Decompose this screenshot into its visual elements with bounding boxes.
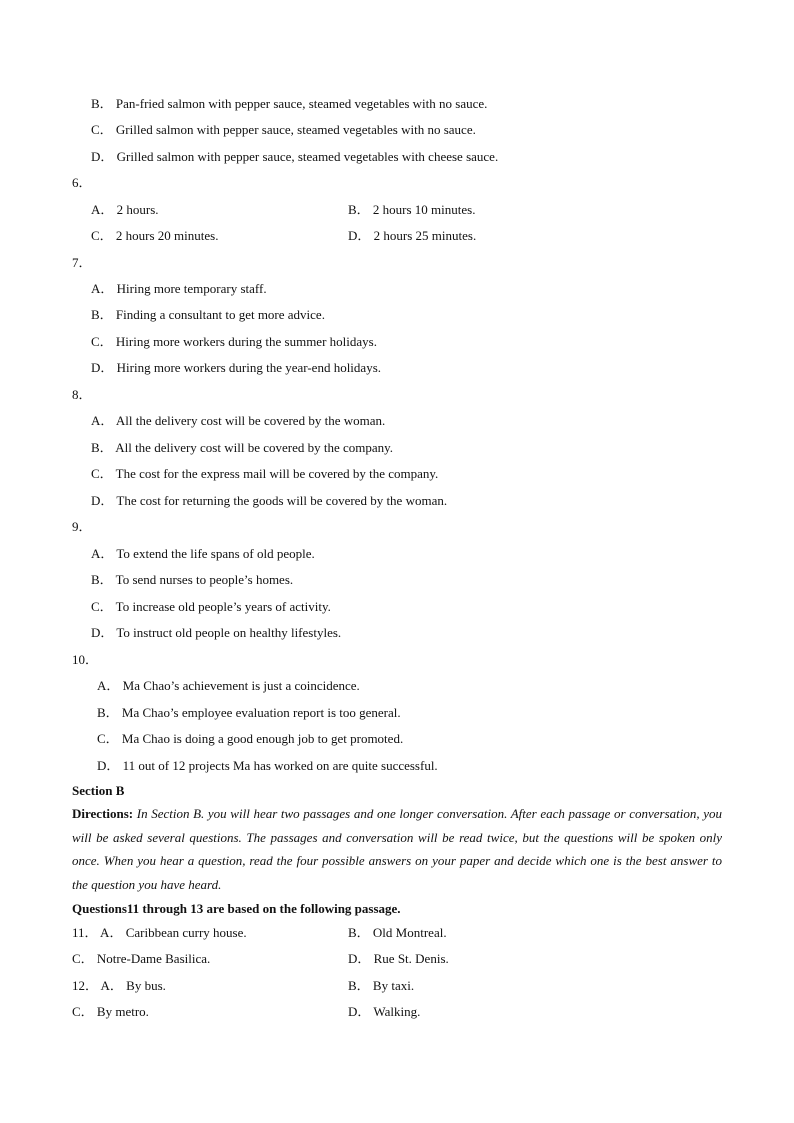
q8-option-a: A． All the delivery cost will be covered by the woman. (91, 413, 386, 428)
q7-number: 7． (72, 255, 92, 270)
q10-number: 10． (72, 652, 99, 667)
section-b-heading: Section B (72, 783, 125, 798)
q12-option-b: B． By taxi. (348, 978, 415, 993)
q8-option-c: C． The cost for the express mail will be covered by the company. (91, 466, 439, 481)
directions-label: Directions: (72, 806, 134, 821)
q11-option-c: C． Notre-Dame Basilica. (72, 951, 211, 966)
q5-option-b: B． Pan-fried salmon with pepper sauce, steamed vegetables with no sauce. (91, 96, 488, 111)
q6-option-b: B． 2 hours 10 minutes. (348, 202, 476, 217)
q11-option-d: D． Rue St. Denis. (348, 951, 449, 966)
q7-option-b: B． Finding a consultant to get more advice. (91, 307, 325, 322)
q5-option-c: C． Grilled salmon with pepper sauce, steamed vegetables with no sauce. (91, 122, 476, 137)
q9-option-c: C． To increase old people’s years of activity. (91, 599, 331, 614)
q10-option-c: C． Ma Chao is doing a good enough job to get promoted. (97, 731, 404, 746)
q8-option-d: D． The cost for returning the goods will be covered by the woman. (91, 493, 448, 508)
q10-option-b: B． Ma Chao’s employee evaluation report is too general. (97, 705, 401, 720)
q10-option-a: A． Ma Chao’s achievement is just a coincidence. (97, 678, 360, 693)
q8-option-b: B． All the delivery cost will be covered by the company. (91, 440, 394, 455)
q6-number: 6． (72, 175, 92, 190)
q12-option-c: C． By metro. (72, 1004, 149, 1019)
q9-option-a: A． To extend the life spans of old people. (91, 546, 315, 561)
q7-option-a: A． Hiring more temporary staff. (91, 281, 267, 296)
q9-number: 9． (72, 519, 92, 534)
directions-text: In Section B. you will hear two passages and one longer conversation. After each passage or conversation, you will be asked several questions. The passages and conversation will be read twice, but the questions will be spoken only once. When you hear a question, read the four possible answers on your paper and decide which one is the best answer to the question you have heard. (72, 806, 722, 892)
q6-option-d: D． 2 hours 25 minutes. (348, 228, 477, 243)
q12-option-a: 12． A． By bus. (72, 978, 166, 993)
q11-option-a: 11． A． Caribbean curry house. (72, 925, 247, 940)
section-b-directions (72, 802, 722, 896)
q6-option-c: C． 2 hours 20 minutes. (91, 228, 219, 243)
questions-11-13-heading: Questions11 through 13 are based on the following passage. (72, 901, 401, 916)
q7-option-c: C． Hiring more workers during the summer holidays. (91, 334, 377, 349)
q11-option-b: B． Old Montreal. (348, 925, 447, 940)
q8-number: 8． (72, 387, 92, 402)
q9-option-b: B． To send nurses to people’s homes. (91, 572, 294, 587)
q10-option-d: D． 11 out of 12 projects Ma has worked on are quite successful. (97, 758, 438, 773)
q6-option-a: A． 2 hours. (91, 202, 159, 217)
q9-option-d: D． To instruct old people on healthy lifestyles. (91, 625, 342, 640)
q5-option-d: D． Grilled salmon with pepper sauce, steamed vegetables with cheese sauce. (91, 149, 499, 164)
q7-option-d: D． Hiring more workers during the year-end holidays. (91, 360, 381, 375)
q12-option-d: D． Walking. (348, 1004, 421, 1019)
